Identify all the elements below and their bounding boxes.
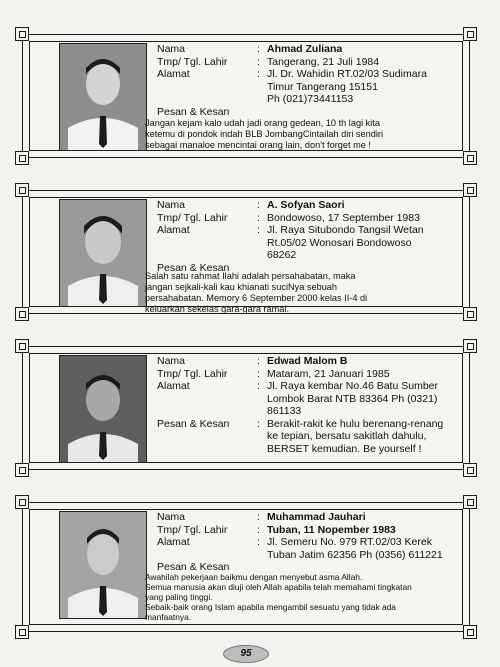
address-value bbox=[267, 68, 457, 106]
corner-ornament bbox=[15, 183, 29, 197]
name-label: Nama bbox=[157, 355, 186, 367]
message-line: ke tepian, bersatu sakitlah dahulu, bbox=[267, 430, 427, 442]
corner-ornament bbox=[463, 339, 477, 353]
message-line: ketemu di pondok indah BLB JombangCintailah diri sendiri bbox=[145, 129, 383, 139]
separator: : bbox=[257, 355, 260, 367]
corner-ornament bbox=[15, 463, 29, 477]
corner-ornament bbox=[463, 495, 477, 509]
message-text bbox=[145, 271, 445, 315]
address-line: Rt.05/02 Wonosari Bondowoso bbox=[267, 236, 412, 249]
birth-value: Tuban, 11 Nopember 1983 bbox=[267, 523, 396, 536]
message-line: manfaatnya. bbox=[145, 612, 192, 622]
corner-ornament bbox=[15, 151, 29, 165]
name-label: Nama bbox=[157, 199, 186, 211]
separator: : bbox=[257, 55, 260, 68]
name-label: Nama bbox=[157, 43, 186, 55]
address-value bbox=[267, 224, 457, 262]
separator: : bbox=[257, 536, 260, 548]
corner-ornament bbox=[463, 27, 477, 41]
message-line: Awahilah pekerjaan baikmu dengan menyebut asma Allah. bbox=[145, 572, 363, 582]
address-line: Jl. Dr. Wahidin RT.02/03 Sudimara bbox=[267, 68, 427, 80]
name-value: Ahmad Zuliana bbox=[267, 43, 343, 55]
address-line: 861133 bbox=[267, 405, 302, 417]
separator: : bbox=[257, 211, 260, 224]
birth-value: Bondowoso, 17 September 1983 bbox=[267, 211, 420, 224]
portrait-photo bbox=[59, 355, 147, 463]
message-line: keluarkan sekelas gara-gara ramai. bbox=[145, 304, 290, 314]
address-label: Alamat bbox=[157, 536, 190, 548]
profile-fields bbox=[145, 511, 457, 622]
name-label: Nama bbox=[157, 511, 186, 523]
separator: : bbox=[257, 523, 260, 536]
profile-card-2 bbox=[22, 190, 470, 314]
message-line: Sebaik-baik orang Islam apabila mengambil sesuatu yang tidak ada bbox=[145, 602, 396, 612]
corner-ornament bbox=[15, 307, 29, 321]
profile-fields bbox=[145, 199, 457, 314]
birth-label: Tmp/ Tgl. Lahir bbox=[157, 211, 228, 224]
birth-label: Tmp/ Tgl. Lahir bbox=[157, 367, 228, 380]
separator: : bbox=[257, 380, 260, 392]
address-value bbox=[267, 536, 457, 561]
address-line: Jl. Semeru No. 979 RT.02/03 Kerek bbox=[267, 536, 432, 548]
separator: : bbox=[257, 199, 260, 211]
name-value: Edwad Malom B bbox=[267, 355, 348, 367]
birth-label: Tmp/ Tgl. Lahir bbox=[157, 55, 228, 68]
message-label: Pesan & Kesan bbox=[157, 105, 230, 118]
profile-card-1 bbox=[22, 34, 470, 158]
birth-label: Tmp/ Tgl. Lahir bbox=[157, 523, 228, 536]
profile-card-3 bbox=[22, 346, 470, 470]
address-line: Timur Tangerang 15151 bbox=[267, 80, 378, 93]
message-line: Salah satu rahmat Ilahi adalah persahabatan, maka bbox=[145, 271, 356, 281]
separator: : bbox=[257, 43, 260, 55]
message-label: Pesan & Kesan bbox=[157, 417, 230, 430]
address-value bbox=[267, 380, 457, 418]
address-line: Ph (021)73441153 bbox=[267, 93, 354, 105]
name-value: Muhammad Jauhari bbox=[267, 511, 366, 523]
corner-ornament bbox=[15, 625, 29, 639]
message-text bbox=[145, 572, 445, 622]
message-line: Berakit-rakit ke hulu berenang-renang bbox=[267, 417, 444, 430]
address-line: Jl. Raya kembar No.46 Batu Sumber bbox=[267, 380, 438, 392]
corner-ornament bbox=[463, 625, 477, 639]
corner-ornament bbox=[463, 183, 477, 197]
portrait-photo bbox=[59, 511, 147, 619]
address-line: Jl. Raya Situbondo Tangsil Wetan bbox=[267, 224, 424, 236]
birth-value: Tangerang, 21 Juli 1984 bbox=[267, 55, 380, 68]
message-line: Semua manusia akan diuji oleh Allah apabila telah memahami tingkatan bbox=[145, 582, 412, 592]
profile-fields bbox=[157, 355, 457, 455]
message-line: jangan sejkali-kali kau khianati suciNya sebuah bbox=[145, 282, 338, 292]
message-text bbox=[145, 118, 445, 151]
corner-ornament bbox=[463, 307, 477, 321]
address-line: Lombok Barat NTB 83364 Ph (0321) bbox=[267, 392, 438, 405]
corner-ornament bbox=[463, 151, 477, 165]
address-label: Alamat bbox=[157, 68, 190, 80]
message-text bbox=[267, 418, 457, 456]
address-label: Alamat bbox=[157, 224, 190, 236]
corner-ornament bbox=[15, 27, 29, 41]
separator: : bbox=[257, 68, 260, 80]
separator: : bbox=[257, 511, 260, 523]
message-line: BERSET kemudian. Be yourself ! bbox=[267, 442, 422, 455]
message-label: Pesan & Kesan bbox=[157, 261, 230, 274]
corner-ornament bbox=[463, 463, 477, 477]
address-label: Alamat bbox=[157, 380, 190, 392]
address-line: 68262 bbox=[267, 249, 297, 261]
name-value: A. Sofyan Saori bbox=[267, 199, 345, 211]
separator: : bbox=[257, 417, 260, 430]
message-line: persahabatan. Memory 6 September 2000 kelas II-4 di bbox=[145, 293, 368, 303]
separator: : bbox=[257, 367, 260, 380]
message-line: sebagai manaloe mencintai orang lain, don't forget me ! bbox=[145, 140, 371, 150]
corner-ornament bbox=[15, 339, 29, 353]
address-line: Tuban Jatim 62356 Ph (0356) 611221 bbox=[267, 548, 443, 561]
portrait-photo bbox=[59, 199, 147, 307]
birth-value: Mataram, 21 Januari 1985 bbox=[267, 367, 390, 380]
portrait-photo bbox=[59, 43, 147, 151]
message-line: yang paling tinggi. bbox=[145, 592, 213, 602]
message-line: Jangan kejam kalo udah jadi orang gedean, 10 th lagi kita bbox=[145, 118, 380, 128]
page-number: 95 bbox=[223, 645, 269, 663]
message-label: Pesan & Kesan bbox=[157, 561, 230, 573]
profile-fields bbox=[145, 43, 457, 150]
separator: : bbox=[257, 224, 260, 236]
profile-card-4 bbox=[22, 502, 470, 632]
corner-ornament bbox=[15, 495, 29, 509]
